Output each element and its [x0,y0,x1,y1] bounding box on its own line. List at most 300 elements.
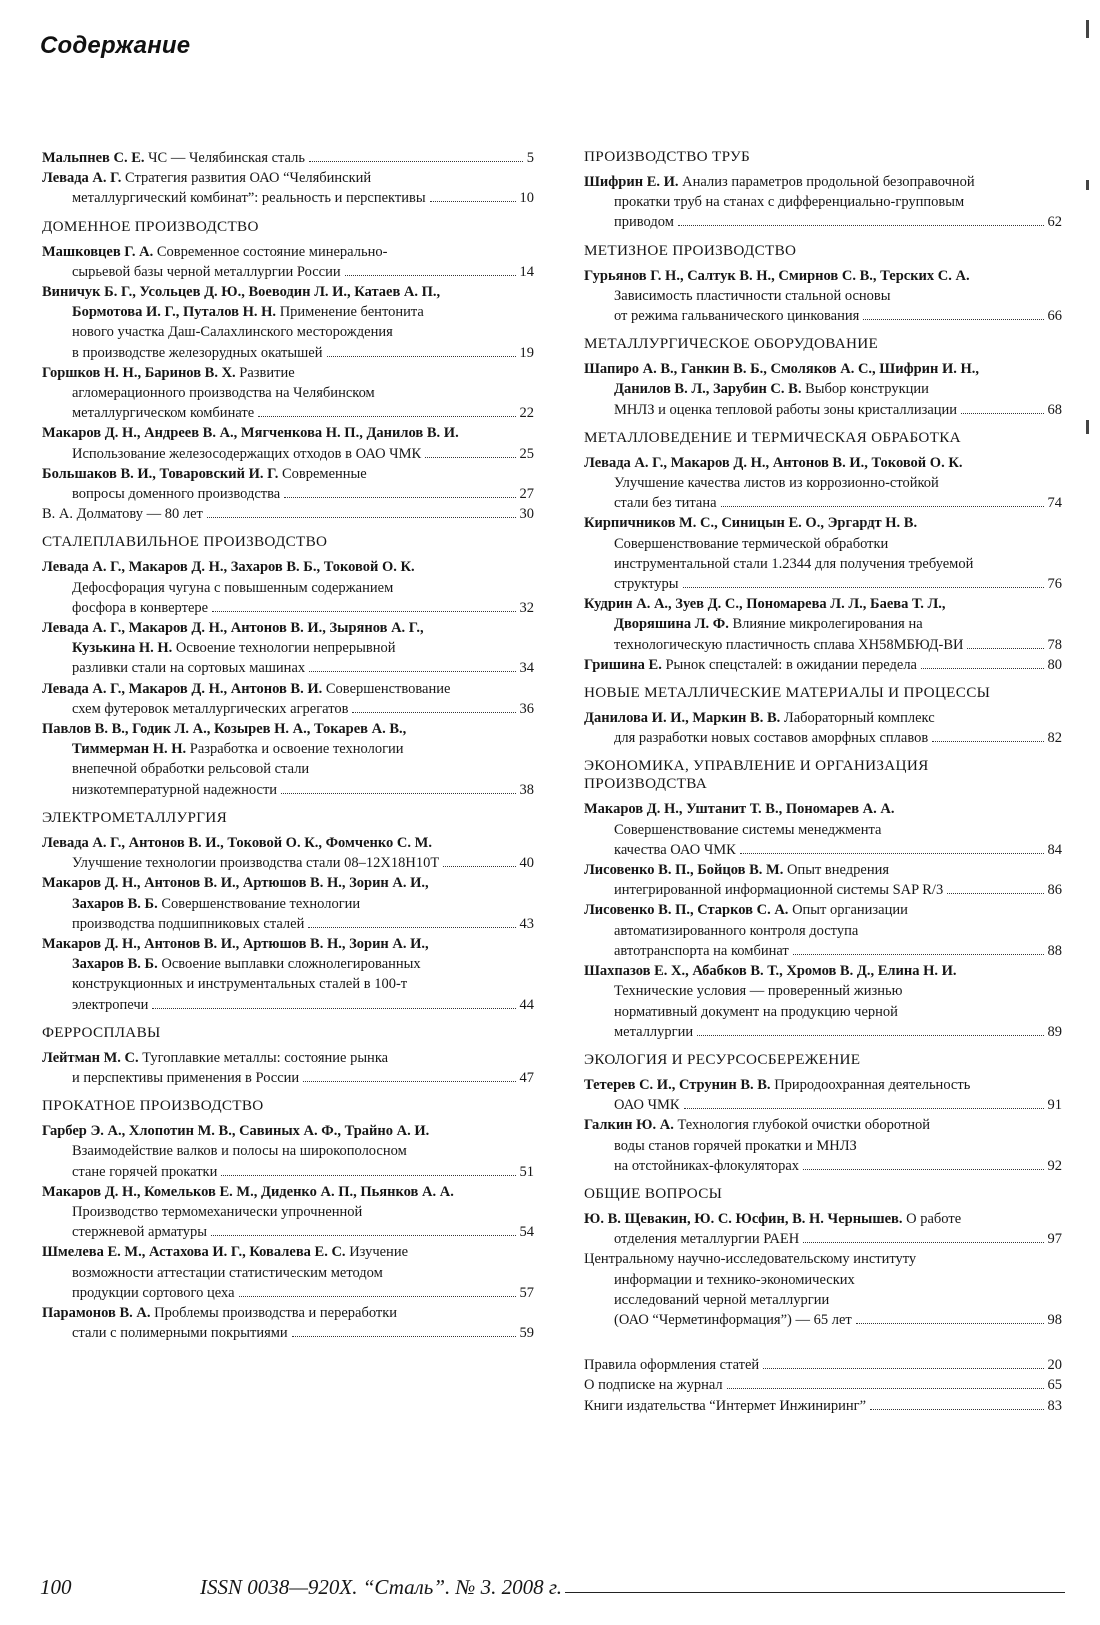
entry-title: интегрированной информационной системы SAP R/3 [614,882,944,899]
entry-title: вопросы доменного производства [72,486,281,503]
entry-line [42,1048,534,1068]
entry-line [584,1290,1062,1310]
dot-leader [870,1409,1043,1410]
entry-line [584,820,1062,840]
entry-line [584,574,1062,594]
entry-line [42,873,534,893]
toc-entry[interactable] [42,242,534,282]
entry-line [584,941,1062,961]
entry-authors: Гарбер Э. А., Хлопотин М. В., Савиных А. Ф., Трайно А. И. [42,1123,430,1140]
toc-entry[interactable] [42,557,534,618]
entry-title: конструкционных и инструментальных сталей в 100-т [72,976,408,993]
entry-line [42,423,534,443]
page-number: 22 [519,405,534,422]
toc-entry[interactable] [584,708,1062,748]
toc-section [584,1339,1062,1416]
toc-entry[interactable] [42,833,534,873]
entry-title: О подписке на журнал [584,1377,723,1394]
toc-section [584,684,1062,748]
page-number: 91 [1047,1097,1062,1114]
dot-leader [967,648,1043,649]
page-number: 47 [519,1069,534,1086]
entry-title: стали с полимерными покрытиями [72,1325,288,1342]
entry-line [42,242,534,262]
toc-section [42,218,534,525]
entry-title: Разработка и освоение технологии [186,741,404,758]
toc-entry[interactable] [584,655,1062,675]
entry-authors: Макаров Д. Н., Антонов В. И., Артюшов В. Н., Зорин А. И., [42,935,429,952]
entry-title: Природоохранная деятельность [770,1076,971,1093]
entry-line [42,833,534,853]
entry-text [614,1156,799,1176]
section-title: ДОМЕННОЕ ПРОИЗВОДСТВО [42,217,259,235]
entry-text [72,188,426,208]
section-title: ЭКОНОМИКА, УПРАВЛЕНИЕ И ОРГАНИЗАЦИЯ ПРОИЗВОДСТВА [584,757,929,793]
footer-page-number: 100 [40,1575,72,1599]
entry-text [614,840,736,860]
entry-title: Совершенствование системы менеджмента [614,821,882,838]
dot-leader [292,1336,516,1337]
toc-section [42,148,534,209]
entry-text [584,1355,759,1375]
toc-entry[interactable] [42,719,534,800]
page-number: 68 [1047,401,1062,418]
entry-line [584,614,1062,634]
toc-entry[interactable] [42,282,534,363]
page-number: 89 [1047,1023,1062,1040]
toc-section [584,148,1062,233]
entry-text [72,1283,235,1303]
toc-left-column [42,148,534,1352]
entry-line [584,400,1062,420]
entry-line [42,1182,534,1202]
entry-line [42,658,534,678]
toc-entry[interactable] [584,1209,1062,1249]
dot-leader [425,457,515,458]
entry-title: О работе [902,1210,962,1227]
entry-line [42,1263,534,1283]
entry-line [42,148,534,168]
entry-line [42,383,534,403]
entry-title: металлургическом комбинате [72,405,255,422]
toc-entry[interactable] [584,1396,1062,1416]
entry-line [42,578,534,598]
entry-line [42,598,534,618]
entry-title: Стратегия развития ОАО “Челябинский [121,170,372,187]
scan-margin-mark [1086,180,1089,190]
entry-line [42,1222,534,1242]
entry-line [42,934,534,954]
toc-entry[interactable] [584,961,1062,1042]
dot-leader [152,1008,515,1009]
entry-line [584,708,1062,728]
entry-text [614,1095,680,1115]
page-number: 76 [1047,576,1062,593]
page-number: 84 [1047,841,1062,858]
entry-line [584,799,1062,819]
entry-line [42,679,534,699]
page-number: 51 [519,1163,534,1180]
entry-text [72,598,208,618]
entry-line [584,900,1062,920]
entry-line [42,1303,534,1323]
entry-line [584,880,1062,900]
entry-authors: Гурьянов Г. Н., Салтук В. Н., Смирнов С. В., Терских С. А. [584,267,970,284]
entry-authors: Тиммерман Н. Н. [72,741,187,758]
toc-entry[interactable] [584,1375,1062,1395]
entry-title: нового участка Даш-Салахлинского месторождения [72,324,393,341]
entry-title: исследований черной металлургии [614,1291,830,1308]
entry-title: воды станов горячей прокатки и МНЛЗ [614,1137,857,1154]
toc-entry[interactable] [584,453,1062,514]
entry-authors: Левада А. Г., Макаров Д. Н., Захаров В. Б., Токовой О. К. [42,559,415,576]
entry-title: Правила оформления статей [584,1357,760,1374]
entry-authors: Виничук Б. Г., Усольцев Д. Ю., Воеводин Л. И., Катаев А. П., [42,284,441,301]
entry-line [584,359,1062,379]
entry-title: низкотемпературной надежности [72,781,278,798]
entry-text [614,1310,852,1330]
toc-entry[interactable] [584,1075,1062,1115]
entry-text [72,780,277,800]
entry-text [614,1229,799,1249]
entry-line [584,921,1062,941]
toc-entry[interactable] [584,513,1062,594]
entry-title: в производстве железорудных окатышей [72,344,323,361]
entry-line [42,343,534,363]
dot-leader [697,1035,1043,1036]
page-number: 43 [519,915,534,932]
entry-text [72,262,341,282]
entry-line [584,1229,1062,1249]
dot-leader [207,517,516,518]
entry-text [72,1068,299,1088]
footer-issn: ISSN 0038—920X. “Сталь”. № 3. 2008 г. [200,1575,563,1599]
entry-title: продукции сортового цеха [72,1284,235,1301]
section-title: МЕТИЗНОЕ ПРОИЗВОДСТВО [584,241,797,259]
section-title: МЕТАЛЛУРГИЧЕСКОЕ ОБОРУДОВАНИЕ [584,335,879,353]
entry-line [42,557,534,577]
footer-rule [565,1592,1065,1593]
entry-title: Развитие [235,364,295,381]
entry-text [72,403,254,423]
entry-line [42,1068,534,1088]
entry-line [584,1022,1062,1042]
entry-authors: Кузькина Н. Н. [72,640,173,657]
entry-title: Опыт организации [788,902,908,919]
entry-title: автоматизированного контроля доступа [614,922,859,939]
entry-title: Проблемы производства и переработки [150,1304,398,1321]
entry-line [42,403,534,423]
entry-line [584,453,1062,473]
toc-entry[interactable] [584,1249,1062,1330]
entry-text [614,306,859,326]
toc-entry[interactable] [42,618,534,679]
page-number: 27 [519,486,534,503]
entry-line [584,860,1062,880]
entry-title: возможности аттестации статистическим методом [72,1264,383,1281]
page-footer [40,1575,1070,1605]
scan-margin-mark [1086,20,1089,38]
dot-leader [352,712,515,713]
entry-text [614,400,957,420]
entry-text [72,1162,217,1182]
entry-title: на отстойниках-флокуляторах [614,1157,800,1174]
toc-entry[interactable] [584,172,1062,233]
entry-text [614,941,789,961]
entry-title: приводом [614,214,674,231]
page-number: 10 [519,190,534,207]
page-number: 83 [1047,1397,1062,1414]
entry-line [584,1310,1062,1330]
dot-leader [430,201,516,202]
page-number: 88 [1047,942,1062,959]
entry-text [584,1396,866,1416]
entry-line [42,853,534,873]
dot-leader [856,1323,1044,1324]
section-title: ЭКОЛОГИЯ И РЕСУРСОСБЕРЕЖЕНИЕ [584,1050,861,1068]
entry-title: Лабораторный комплекс [780,710,935,727]
entry-title: Выбор конструкции [801,381,929,398]
entry-title: стане горячей прокатки [72,1163,218,1180]
toc-entry[interactable] [42,504,534,524]
scan-margin-mark [1086,420,1089,434]
dot-leader [309,161,523,162]
entry-line [42,914,534,934]
entry-line [42,464,534,484]
page-number: 59 [519,1325,534,1342]
toc-entry[interactable] [584,860,1062,900]
page-number: 14 [519,263,534,280]
section-title: ПРОКАТНОЕ ПРОИЗВОДСТВО [42,1097,264,1115]
entry-title: (ОАО “Черметинформация”) — 65 лет [614,1311,852,1328]
dot-leader [281,793,515,794]
entry-title: автотранспорта на комбинат [614,942,789,959]
toc-entry[interactable] [584,1115,1062,1176]
entry-line [42,699,534,719]
entry-line [42,719,534,739]
entry-line [584,840,1062,860]
entry-line [584,306,1062,326]
entry-line [584,1002,1062,1022]
toc-entry[interactable] [584,1355,1062,1375]
dot-leader [727,1388,1044,1389]
page-number: 97 [1047,1231,1062,1248]
toc-entry[interactable] [584,266,1062,327]
entry-line [584,655,1062,675]
toc-entry[interactable] [42,1303,534,1343]
page-number: 36 [519,700,534,717]
entry-title: Освоение выплавки сложнолегированных [157,956,421,973]
toc-entry[interactable] [42,1121,534,1182]
entry-authors: Данилова И. И., Маркин В. В. [584,710,781,727]
entry-authors: Шахпазов Е. Х., Абабков В. Т., Хромов В. Д., Елина Н. И. [584,963,957,980]
entry-authors: Кудрин А. А., Зуев Д. С., Пономарева Л. Л., Баева Т. Л., [584,596,946,613]
entry-title: схем футеровок металлургических агрегатов [72,700,349,717]
page-number: 62 [1047,214,1062,231]
toc-entry[interactable] [42,168,534,208]
page-number: 38 [519,781,534,798]
entry-text [72,914,304,934]
toc-entry[interactable] [584,594,1062,655]
entry-line [584,1136,1062,1156]
entry-authors: Лисовенко В. П., Старков С. А. [584,902,789,919]
section-title: НОВЫЕ МЕТАЛЛИЧЕСКИЕ МАТЕРИАЛЫ И ПРОЦЕССЫ [584,684,991,702]
entry-title: металлургический комбинат”: реальность и перспективы [72,190,426,207]
toc-entry[interactable] [584,359,1062,420]
toc-entry[interactable] [42,363,534,424]
page-number: 74 [1047,495,1062,512]
section-title: МЕТАЛЛОВЕДЕНИЕ И ТЕРМИЧЕСКАЯ ОБРАБОТКА [584,428,961,446]
entry-text [72,853,439,873]
dot-leader [309,671,515,672]
entry-authors: Левада А. Г. [42,170,122,187]
entry-title: Совершенствование термической обработки [614,535,889,552]
page-number: 32 [519,599,534,616]
entry-title: Улучшение качества листов из коррозионно-стойкой [614,475,939,492]
entry-line [42,618,534,638]
entry-title: технологическую пластичность сплава ХН58МБЮД-ВИ [614,636,964,653]
entry-title: Изучение [345,1244,409,1261]
dot-leader [212,611,515,612]
entry-line [42,1162,534,1182]
entry-line [584,534,1062,554]
entry-line [42,363,534,383]
entry-line [584,1270,1062,1290]
entry-authors: Мальпнев С. Е. [42,150,145,166]
entry-text [614,212,674,232]
entry-text [72,699,348,719]
toc-entry[interactable] [584,799,1062,860]
entry-title: Улучшение технологии производства стали 08–12Х18Н10Т [72,855,440,872]
page-number: 92 [1047,1157,1062,1174]
entry-authors: Макаров Д. Н., Антонов В. И., Артюшов В. Н., Зорин А. И., [42,875,429,892]
entry-authors: Лисовенко В. П., Бойцов В. М. [584,862,784,879]
section-title: ФЕРРОСПЛАВЫ [42,1023,161,1041]
entry-authors: Левада А. Г., Антонов В. И., Токовой О. К., Фомченко С. М. [42,834,432,851]
entry-line [584,1209,1062,1229]
toc-entry[interactable] [42,679,534,719]
entry-line [584,1355,1062,1375]
entry-line [42,484,534,504]
entry-title: качества ОАО ЧМК [614,841,736,858]
dot-leader [921,668,1044,669]
entry-text [72,1323,288,1343]
entry-text [72,343,323,363]
dot-leader [303,1081,515,1082]
entry-authors: Левада А. Г., Макаров Д. Н., Антонов В. И., Зырянов А. Г., [42,620,424,637]
entry-line [584,513,1062,533]
page-number: 5 [526,150,534,166]
toc-entry[interactable] [42,1182,534,1243]
dot-leader [932,741,1043,742]
dot-leader [763,1368,1043,1369]
entry-title: Дефосфорация чугуна с повышенным содержанием [72,579,394,596]
entry-line [42,1121,534,1141]
toc-section [584,335,1062,420]
entry-title: разливки стали на сортовых машинах [72,660,306,677]
toc-entry[interactable] [42,1242,534,1303]
entry-authors: Захаров В. Б. [72,956,158,973]
entry-authors: Гришина Е. [584,656,662,673]
dot-leader [308,927,515,928]
dot-leader [740,853,1044,854]
entry-title: Книги издательства “Интермет Инжиниринг” [584,1397,867,1414]
page-number: 54 [519,1224,534,1241]
toc-section [584,242,1062,327]
entry-title: Технология глубокой очистки оборотной [673,1117,931,1134]
toc-entry[interactable] [584,900,1062,961]
dot-leader [863,319,1043,320]
entry-line [42,282,534,302]
page-number: 19 [519,344,534,361]
entry-line [584,554,1062,574]
dot-leader [803,1169,1043,1170]
entry-title: Рынок спецсталей: в ожидании передела [661,656,917,673]
entry-line [584,635,1062,655]
section-title: ЭЛЕКТРОМЕТАЛЛУРГИЯ [42,808,228,826]
entry-text [584,1375,723,1395]
entry-title: Тугоплавкие металлы: состояние рынка [138,1049,389,1066]
page-number: 78 [1047,636,1062,653]
entry-text [72,658,305,678]
entry-text [614,493,717,513]
toc-entry[interactable] [42,148,534,168]
entry-text [614,1022,693,1042]
entry-authors: Шапиро А. В., Ганкин В. Б., Смоляков А. С., Шифрин И. Н., [584,361,980,378]
entry-line [42,1283,534,1303]
page-number: 82 [1047,730,1062,747]
dot-leader [793,954,1044,955]
entry-title: В. А. Долматову — 80 лет [42,506,203,523]
entry-text [614,635,963,655]
entry-line [42,894,534,914]
entry-authors: Тетерев С. И., Струнин В. В. [584,1076,771,1093]
entry-line [584,594,1062,614]
entry-title: металлургии [614,1023,694,1040]
dot-leader [327,356,516,357]
entry-line [584,172,1062,192]
entry-title: электропечи [72,996,149,1013]
entry-title: сырьевой базы черной металлургии России [72,263,341,280]
dot-leader [284,497,515,498]
entry-title: инструментальной стали 1.2344 для получения требуемой [614,555,974,572]
entry-authors: Горшков Н. Н., Баринов В. Х. [42,364,236,381]
entry-line [584,473,1062,493]
entry-authors: Галкин Ю. А. [584,1117,674,1134]
toc-entry[interactable] [42,934,534,1015]
entry-line [42,188,534,208]
entry-line [42,739,534,759]
page-title: Содержание [40,32,191,59]
page-number: 86 [1047,882,1062,899]
page-number: 34 [519,660,534,677]
toc-entry[interactable] [42,873,534,934]
toc-entry[interactable] [42,464,534,504]
entry-line [42,262,534,282]
entry-line [42,168,534,188]
section-title: СТАЛЕПЛАВИЛЬНОЕ ПРОИЗВОДСТВО [42,533,328,551]
entry-line [42,504,534,524]
toc-entry[interactable] [42,423,534,463]
entry-title: производства подшипниковых сталей [72,915,305,932]
entry-text [614,880,943,900]
entry-line [42,995,534,1015]
entry-line [584,1095,1062,1115]
toc-entry[interactable] [42,1048,534,1088]
entry-title: Анализ параметров продольной безоправочной [678,174,975,190]
entry-authors: Большаков В. И., Товаровский И. Г. [42,465,279,482]
toc-section [42,1024,534,1088]
